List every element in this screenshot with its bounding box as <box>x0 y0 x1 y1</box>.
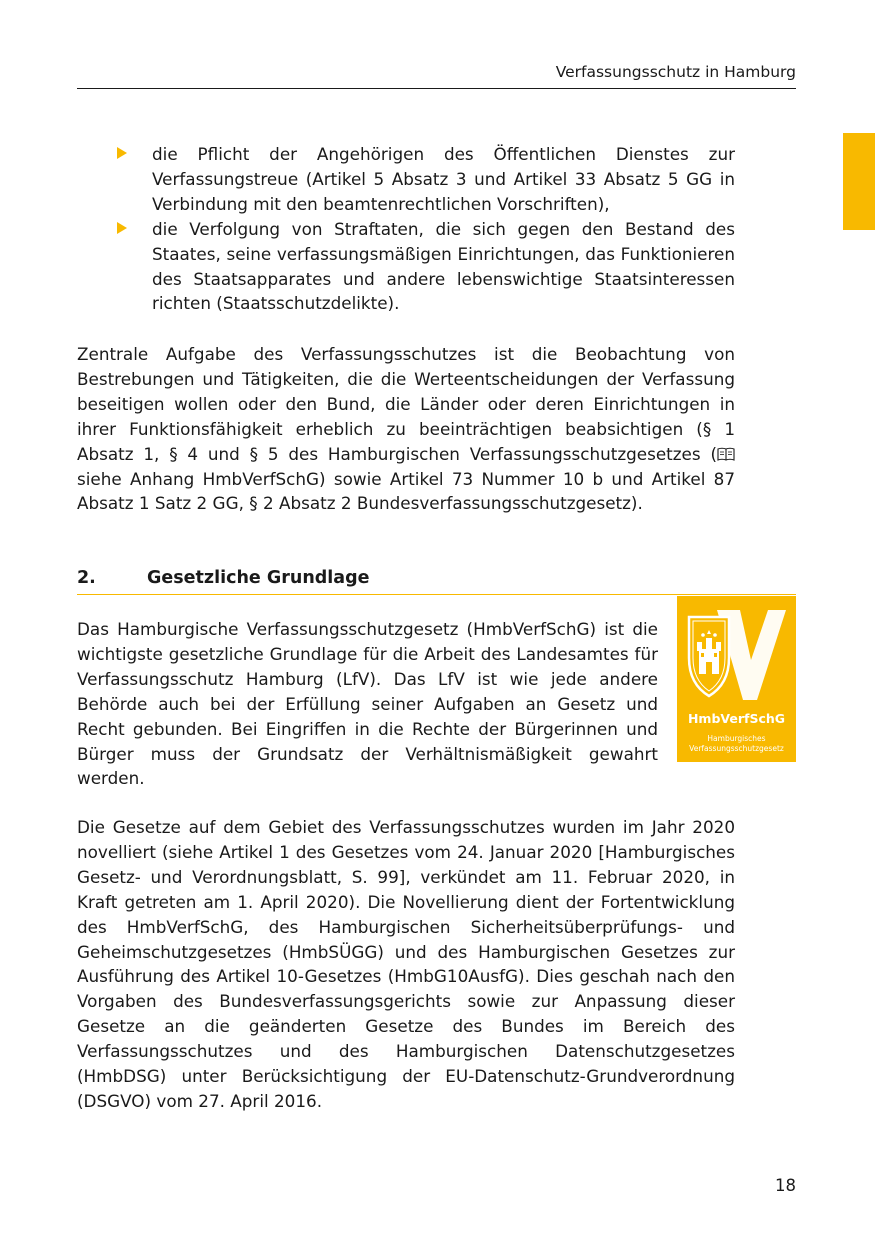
paragraph-zentrale-aufgabe <box>77 342 735 516</box>
logo-subtitle <box>677 734 796 754</box>
paragraph-text-part: siehe Anhang HmbVerfSchG) sowie Artikel 73 Nummer 10 b und Artikel 87 Absatz 1 Satz 2 GG, § 2 Absatz 2 Bundesverfassungsschutzgesetz). <box>77 468 735 514</box>
section-number: 2. <box>77 568 96 588</box>
paragraph-hmbverfschg: Das Hamburgische Verfassungsschutzgesetz (HmbVerfSchG) ist die wichtigste gesetzliche Grundlage für die Arbeit des Landesamtes für Verfassungsschutz Hamburg (LfV). Das LfV ist wie jede andere Behörde auch bei der Erfüllung seiner Aufgaben an Gesetz und Recht gebunden. Bei Eingriffen in die Rechte der Bürgerinnen und Bürger muss der Grundsatz der Verhältnismäßigkeit gewahrt werden. <box>77 619 658 789</box>
page-number: 18 <box>775 1176 796 1195</box>
book-icon <box>717 447 735 462</box>
logo-subtitle-line: Hamburgisches <box>707 734 766 743</box>
bullet-list <box>77 142 735 316</box>
section-divider <box>77 594 796 595</box>
hmbverfschg-logo <box>677 596 796 762</box>
triangle-bullet-icon <box>117 222 127 234</box>
triangle-bullet-icon <box>117 147 127 159</box>
list-item <box>77 217 735 317</box>
header-divider <box>77 88 796 89</box>
section-heading <box>77 565 796 595</box>
hamburg-shield-v-icon <box>677 596 796 712</box>
chapter-tab-marker <box>843 133 875 230</box>
section-title: Gesetzliche Grundlage <box>147 568 370 588</box>
running-header-title: Verfassungsschutz in Hamburg <box>555 63 796 81</box>
logo-label: HmbVerfSchG <box>687 711 786 726</box>
logo-subtitle-line: Verfassungsschutzgesetz <box>689 744 784 753</box>
bullet-text: die Pflicht der Angehörigen des Öffentlichen Dienstes zur Verfassungstreue (Artikel 5 Absatz 3 und Artikel 33 Absatz 5 GG in Verbindung mit den beamtenrechtlichen Vorschriften), <box>152 144 735 214</box>
paragraph-text-part: Zentrale Aufgabe des Verfassungsschutzes ist die Beobachtung von Bestrebungen und Tätigkeiten, die die Werteentscheidungen der Verfassung beseitigen wollen oder den Bund, die Länder oder deren Einrichtungen in ihrer Funktionsfähigkeit erheblich zu beeinträchtigen beabsichtigen (§ 1 Absatz 1, § 4 und § 5 des Hamburgischen Verfassungsschutzgesetzes ( <box>77 344 735 464</box>
list-item <box>77 142 735 217</box>
bullet-text: die Verfolgung von Straftaten, die sich gegen den Bestand des Staates, seine verfassungsmäßigen Einrichtungen, das Funktionieren des Staatsapparates und andere lebenswichtige Staatsinteressen richten (Staatsschutzdelikte). <box>152 218 735 314</box>
paragraph-novellierung: Die Gesetze auf dem Gebiet des Verfassungsschutzes wurden im Jahr 2020 novelliert (siehe Artikel 1 des Gesetzes vom 24. Januar 2020 [Hamburgisches Gesetz- und Verordnungsblatt, S. 99], verkündet am 11. Februar 2020, in Kraft getreten am 1. April 2020). Die Novellierung dient der Fortentwicklung des HmbVerfSchG, des Hamburgischen Sicherheitsüberprüfungs- und Geheimschutzgesetzes (HmbSÜGG) und des Hamburgischen Gesetzes zur Ausführung des Artikel 10-Gesetzes (HmbG10AusfG). Dies geschah nach den Vorgaben des Bundesverfassungsgerichts sowie zur Anpassung dieser Gesetze an die geänderten Gesetze des Bundes im Bereich des Verfassungsschutzes und des Hamburgischen Datenschutzgesetzes (HmbDSG) unter Berücksichtigung der EU-Datenschutz-Grundverordnung (DSGVO) vom 27. April 2016. <box>77 817 735 1111</box>
